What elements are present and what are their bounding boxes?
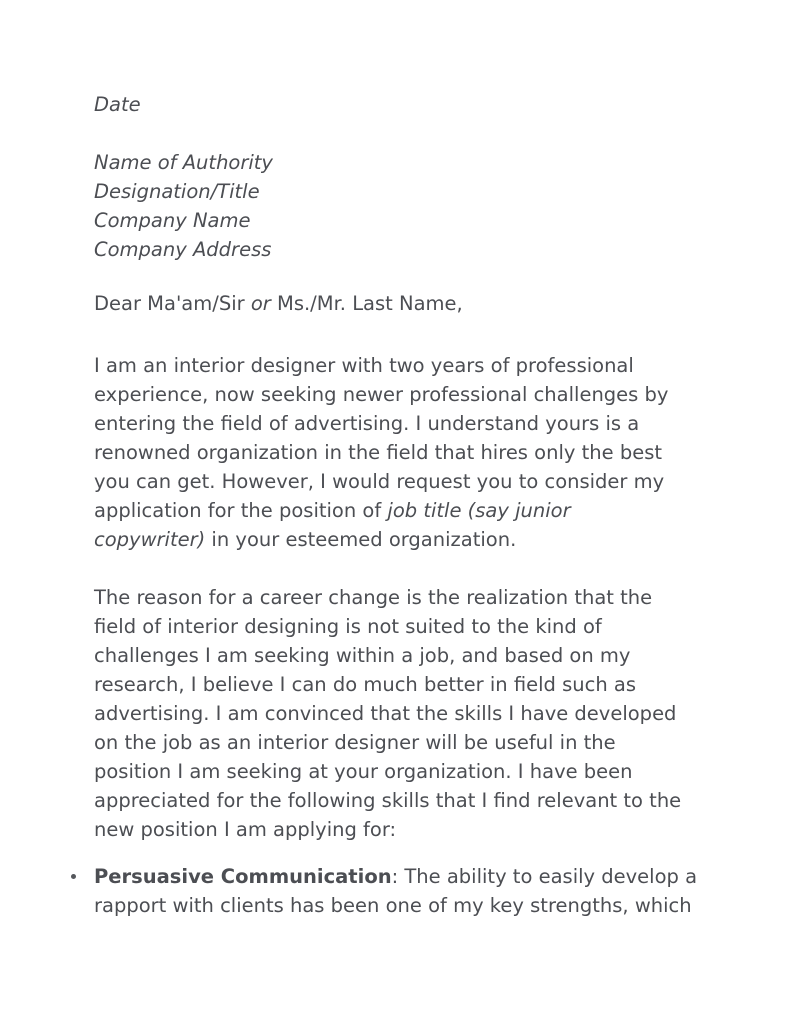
text-line [94,699,704,728]
recipient-block [94,148,704,264]
text-segment: experience, now seeking newer professional challenges by [94,383,675,406]
text-line [94,496,704,525]
bullet-icon [71,874,76,879]
text-line [94,815,704,844]
italic-text-segment: or [250,292,271,315]
text-segment: Ms./Mr. Last Name, [270,292,463,315]
skills-list [94,862,704,920]
text-line [94,351,704,380]
italic-text-segment: copywriter) [94,528,206,551]
recipient-company-address: Company Address [94,238,272,261]
text-line [94,891,704,920]
text-segment: challenges I am seeking within a job, and based on my [94,644,637,667]
text-segment: application for the position of [94,499,388,522]
text-line [94,438,704,467]
text-segment: in your esteemed organization. [205,528,517,551]
text-line [94,728,704,757]
paragraph-career-change-reason [94,583,704,844]
italic-text-segment: job title (say junior [387,499,577,522]
text-segment: Dear Ma'am/Sir [94,292,251,315]
text-line [94,757,704,786]
text-segment: I am an interior designer with two years of professional [94,354,640,377]
text-segment: field of interior designing is not suited to the kind of [94,615,608,638]
recipient-company-name: Company Name [94,209,251,232]
text-line [94,289,704,318]
text-segment: : The ability to easily develop a [391,865,704,888]
bold-text-segment: Persuasive Communication [94,865,392,888]
text-line [94,583,704,612]
text-segment: appreciated for the following skills that I find relevant to the [94,789,688,812]
text-segment: renowned organization in the field that hires only the best [94,441,669,464]
text-segment: advertising. I am convinced that the skills I have developed [94,702,683,725]
text-line [94,409,704,438]
text-line [94,612,704,641]
recipient-name: Name of Authority [94,151,273,174]
text-line [94,467,704,496]
text-segment: rapport with clients has been one of my key strengths, which [94,894,692,917]
text-line [94,641,704,670]
text-line [94,670,704,699]
text-segment: you can get. However, I would request you to consider my [94,470,671,493]
text-line [94,786,704,815]
text-line [94,380,704,409]
text-segment: on the job as an interior designer will be useful in the [94,731,622,754]
text-line [94,525,704,554]
text-line [94,862,704,891]
paragraph-introduction [94,351,704,554]
recipient-designation: Designation/Title [94,180,260,203]
skill-item-persuasive-communication [94,862,704,920]
salutation-line [94,289,704,318]
text-segment: The reason for a career change is the realization that the [94,586,659,609]
skill-item-text [94,862,704,920]
date-placeholder: Date [94,93,141,116]
text-segment: entering the field of advertising. I understand yours is a [94,412,646,435]
text-segment: position I am seeking at your organization. I have been [94,760,639,783]
text-segment: new position I am applying for: [94,818,397,841]
text-segment: research, I believe I can do much better in field such as [94,673,643,696]
